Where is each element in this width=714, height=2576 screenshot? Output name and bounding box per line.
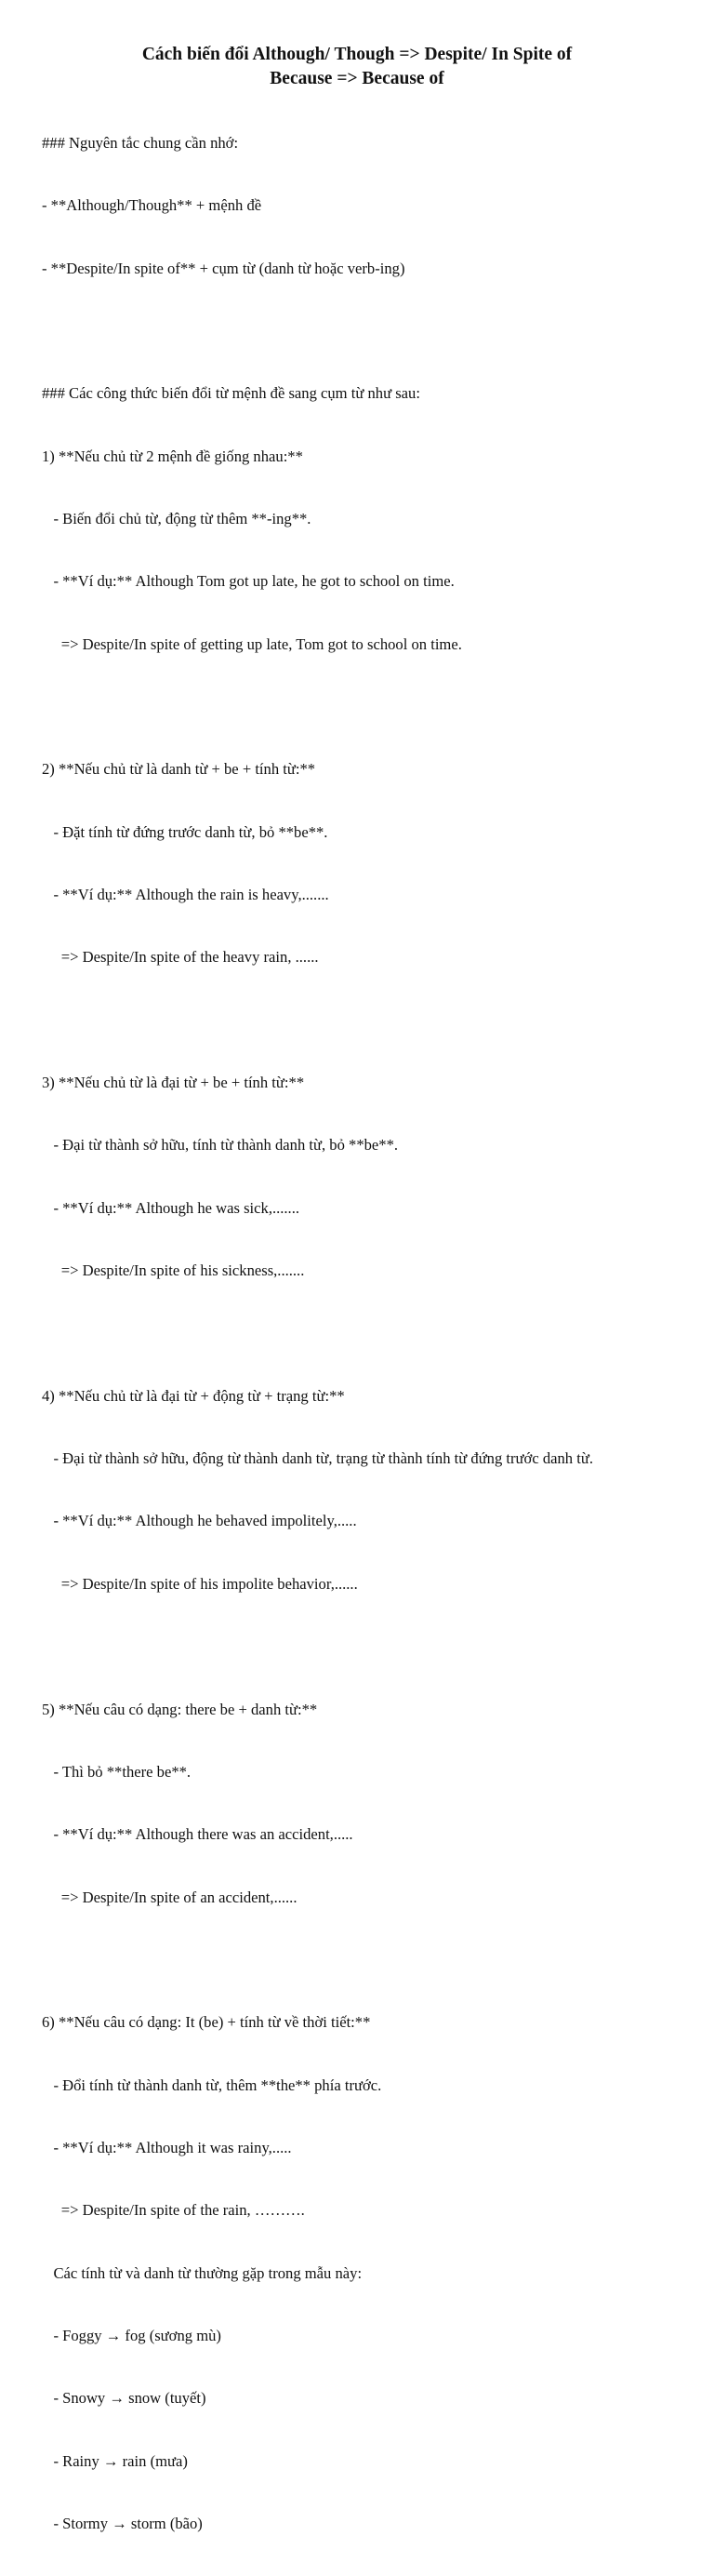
text-line: - Thì bỏ **there be**. [42,1762,192,1781]
text-line: - **Ví dụ:** Although he was sick,....... [42,1198,300,1217]
text-line: - **Ví dụ:** Although Tom got up late, he got to school on time. [42,572,455,591]
text-line: ### Nguyên tắc chung cần nhớ: [42,133,239,152]
document-body [42,91,693,2576]
blank-line [42,697,693,717]
document-title-line-1: Cách biến đổi Although/ Though => Despite/ In Spite of [141,45,573,64]
text-line: 2) **Nếu chủ từ là danh từ + be + tính từ:** [42,760,316,779]
text-line: - Đại từ thành sở hữu, động từ thành danh từ, trạng từ thành tính từ đứng trước danh từ. [42,1449,593,1468]
text-line: Các tính từ và danh từ thường gặp trong mẫu này: [42,2263,363,2282]
text-line: - Foggy → fog (sương mù) [42,2326,221,2344]
text-line: => Despite/In spite of his sickness,....... [42,1261,305,1280]
text-line: ### Các công thức biến đổi từ mệnh đề sang cụm từ như sau: [42,384,420,403]
text-line: - **Despite/In spite of** + cụm từ (danh từ hoặc verb-ing) [42,259,405,277]
text-line: - Đổi tính từ thành danh từ, thêm **the** phía trước. [42,2075,382,2094]
text-line: - Stormy → storm (bão) [42,2514,203,2532]
blank-line [42,1323,693,1343]
text-line: - **Ví dụ:** Although there was an accident,..... [42,1825,353,1844]
text-line: => Despite/In spite of getting up late, Tom got to school on time. [42,634,462,653]
text-line: - Đại từ thành sở hữu, tính từ thành danh từ, bỏ **be**. [42,1136,399,1155]
text-line: - **Ví dụ:** Although it was rainy,..... [42,2138,292,2156]
blank-line [42,1010,693,1031]
text-line: - **Ví dụ:** Although the rain is heavy,....... [42,886,329,904]
document-title-line-2: Because => Because of [270,69,444,88]
text-line: => Despite/In spite of his impolite behavior,...... [42,1574,358,1593]
blank-line [42,321,693,341]
text-line: => Despite/In spite of the rain, ………. [42,2201,305,2220]
text-line: 3) **Nếu chủ từ là đại từ + be + tính từ:** [42,1074,305,1092]
text-line: - **Ví dụ:** Although he behaved impolitely,..... [42,1512,357,1530]
text-line: => Despite/In spite of the heavy rain, ...... [42,948,319,967]
text-line: 5) **Nếu câu có dạng: there be + danh từ:** [42,1700,318,1718]
text-line: => Despite/In spite of an accident,...... [42,1888,298,1906]
text-line: - Rainy → rain (mưa) [42,2451,188,2470]
text-line: - Đặt tính từ đứng trước danh từ, bỏ **be**. [42,822,328,841]
text-line: - Biến đổi chủ từ, động từ thêm **-ing**. [42,509,311,527]
blank-line [42,1950,693,1970]
text-line: - **Although/Though** + mệnh đề [42,196,262,215]
text-line: - Snowy → snow (tuyết) [42,2389,206,2408]
text-line: 4) **Nếu chủ từ là đại từ + động từ + trạng từ:** [42,1386,345,1405]
text-line: 6) **Nếu câu có dạng: It (be) + tính từ về thời tiết:** [42,2013,371,2032]
text-line: 1) **Nếu chủ từ 2 mệnh đề giống nhau:** [42,447,303,465]
blank-line [42,1636,693,1657]
